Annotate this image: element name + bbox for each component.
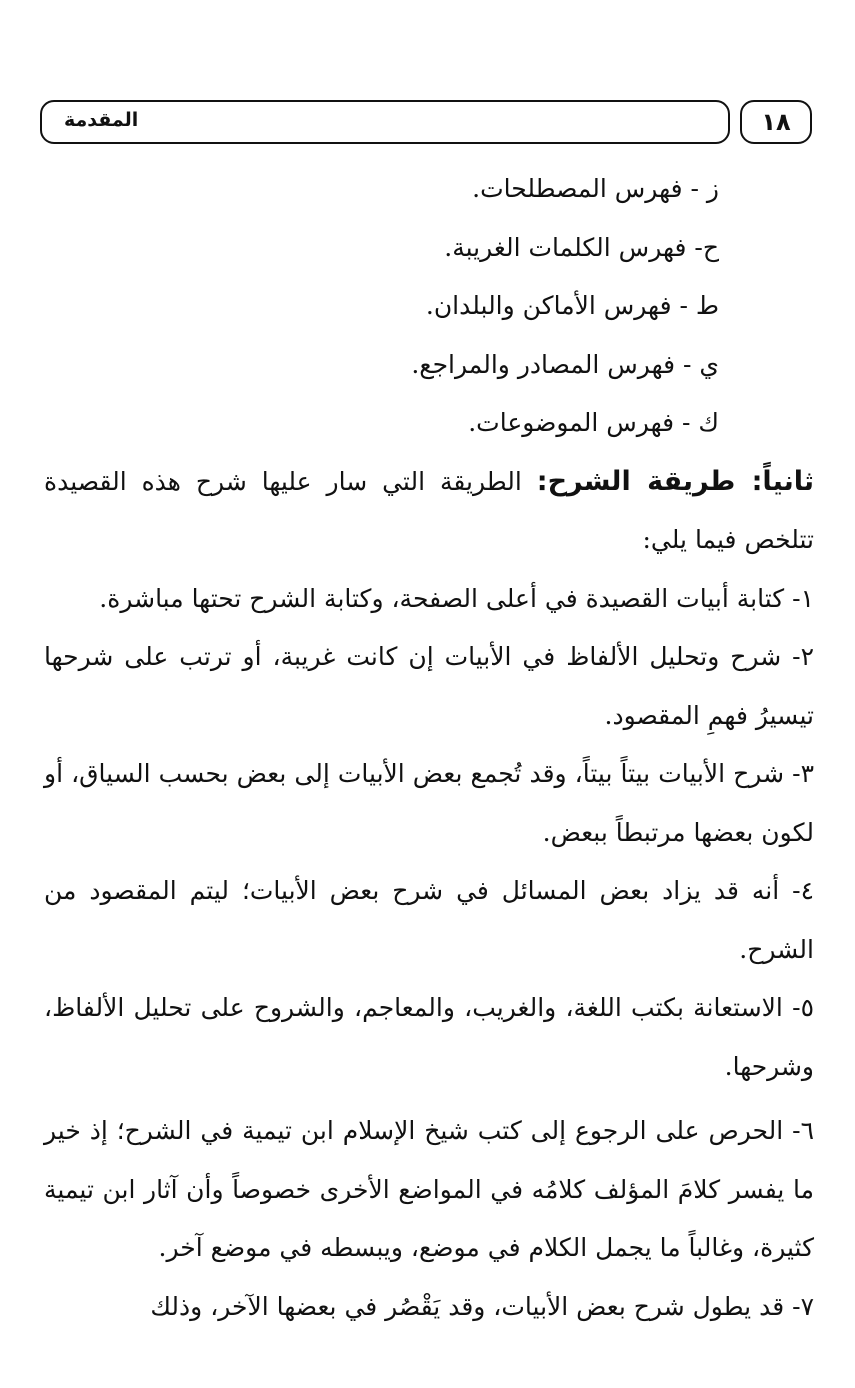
- page-number: ١٨: [740, 100, 812, 144]
- point-paragraph: ٢- شرح وتحليل الألفاظ في الأبيات إن كانت غريبة، أو ترتب على شرحها تيسيرُ فهمِ المقصود.: [44, 642, 814, 730]
- list-item: ي - فهرس المصادر والمراجع.: [411, 349, 719, 379]
- index-list: [44, 160, 814, 453]
- list-item: ك - فهرس الموضوعات.: [468, 408, 719, 437]
- point-paragraph: ٤- أنه قد يزاد بعض المسائل في شرح بعض الأبيات؛ ليتم المقصود من الشرح.: [44, 876, 814, 964]
- point-paragraph: ٣- شرح الأبيات بيتاً بيتاً، وقد تُجمع بعض الأبيات إلى بعض بحسب السياق، أو لكون بعضها مرتبطاً ببعض.: [44, 759, 814, 847]
- section-title-box: [40, 100, 730, 144]
- method-intro: الطريقة التي سار عليها شرح هذه القصيدة تتلخص فيما يلي:: [44, 466, 814, 554]
- point-paragraph: ٧- قد يطول شرح بعض الأبيات، وقد يَقْصُر في بعضها الآخر، وذلك: [150, 1291, 814, 1321]
- point-paragraph: ٦- الحرص على الرجوع إلى كتب شيخ الإسلام ابن تيمية في الشرح؛ إذ خير ما يفسر كلامَ المؤلف كلامُه في المواضع الأخرى خصوصاً وأن آثار ابن تيمية كثيرة، وغالباً ما يجمل الكلام في موضع، ويبسطه في موضع آخر.: [44, 1116, 814, 1262]
- section-heading: ثانياً: طريقة الشرح:: [536, 465, 815, 497]
- page-body: [44, 160, 814, 1336]
- point-paragraph: ١- كتابة أبيات القصيدة في أعلى الصفحة، وكتابة الشرح تحتها مباشرة.: [99, 583, 814, 613]
- list-item: ح- فهرس الكلمات الغريبة.: [444, 232, 719, 262]
- point-paragraph: ٥- الاستعانة بكتب اللغة، والغريب، والمعاجم، والشروح على تحليل الألفاظ، وشرحها.: [44, 993, 814, 1081]
- list-item: ط - فهرس الأماكن والبلدان.: [425, 291, 719, 320]
- section-title: المقدمة: [64, 109, 139, 131]
- method-paragraph: [44, 453, 814, 570]
- page-header: [40, 100, 812, 148]
- list-item: ز - فهرس المصطلحات.: [472, 174, 719, 203]
